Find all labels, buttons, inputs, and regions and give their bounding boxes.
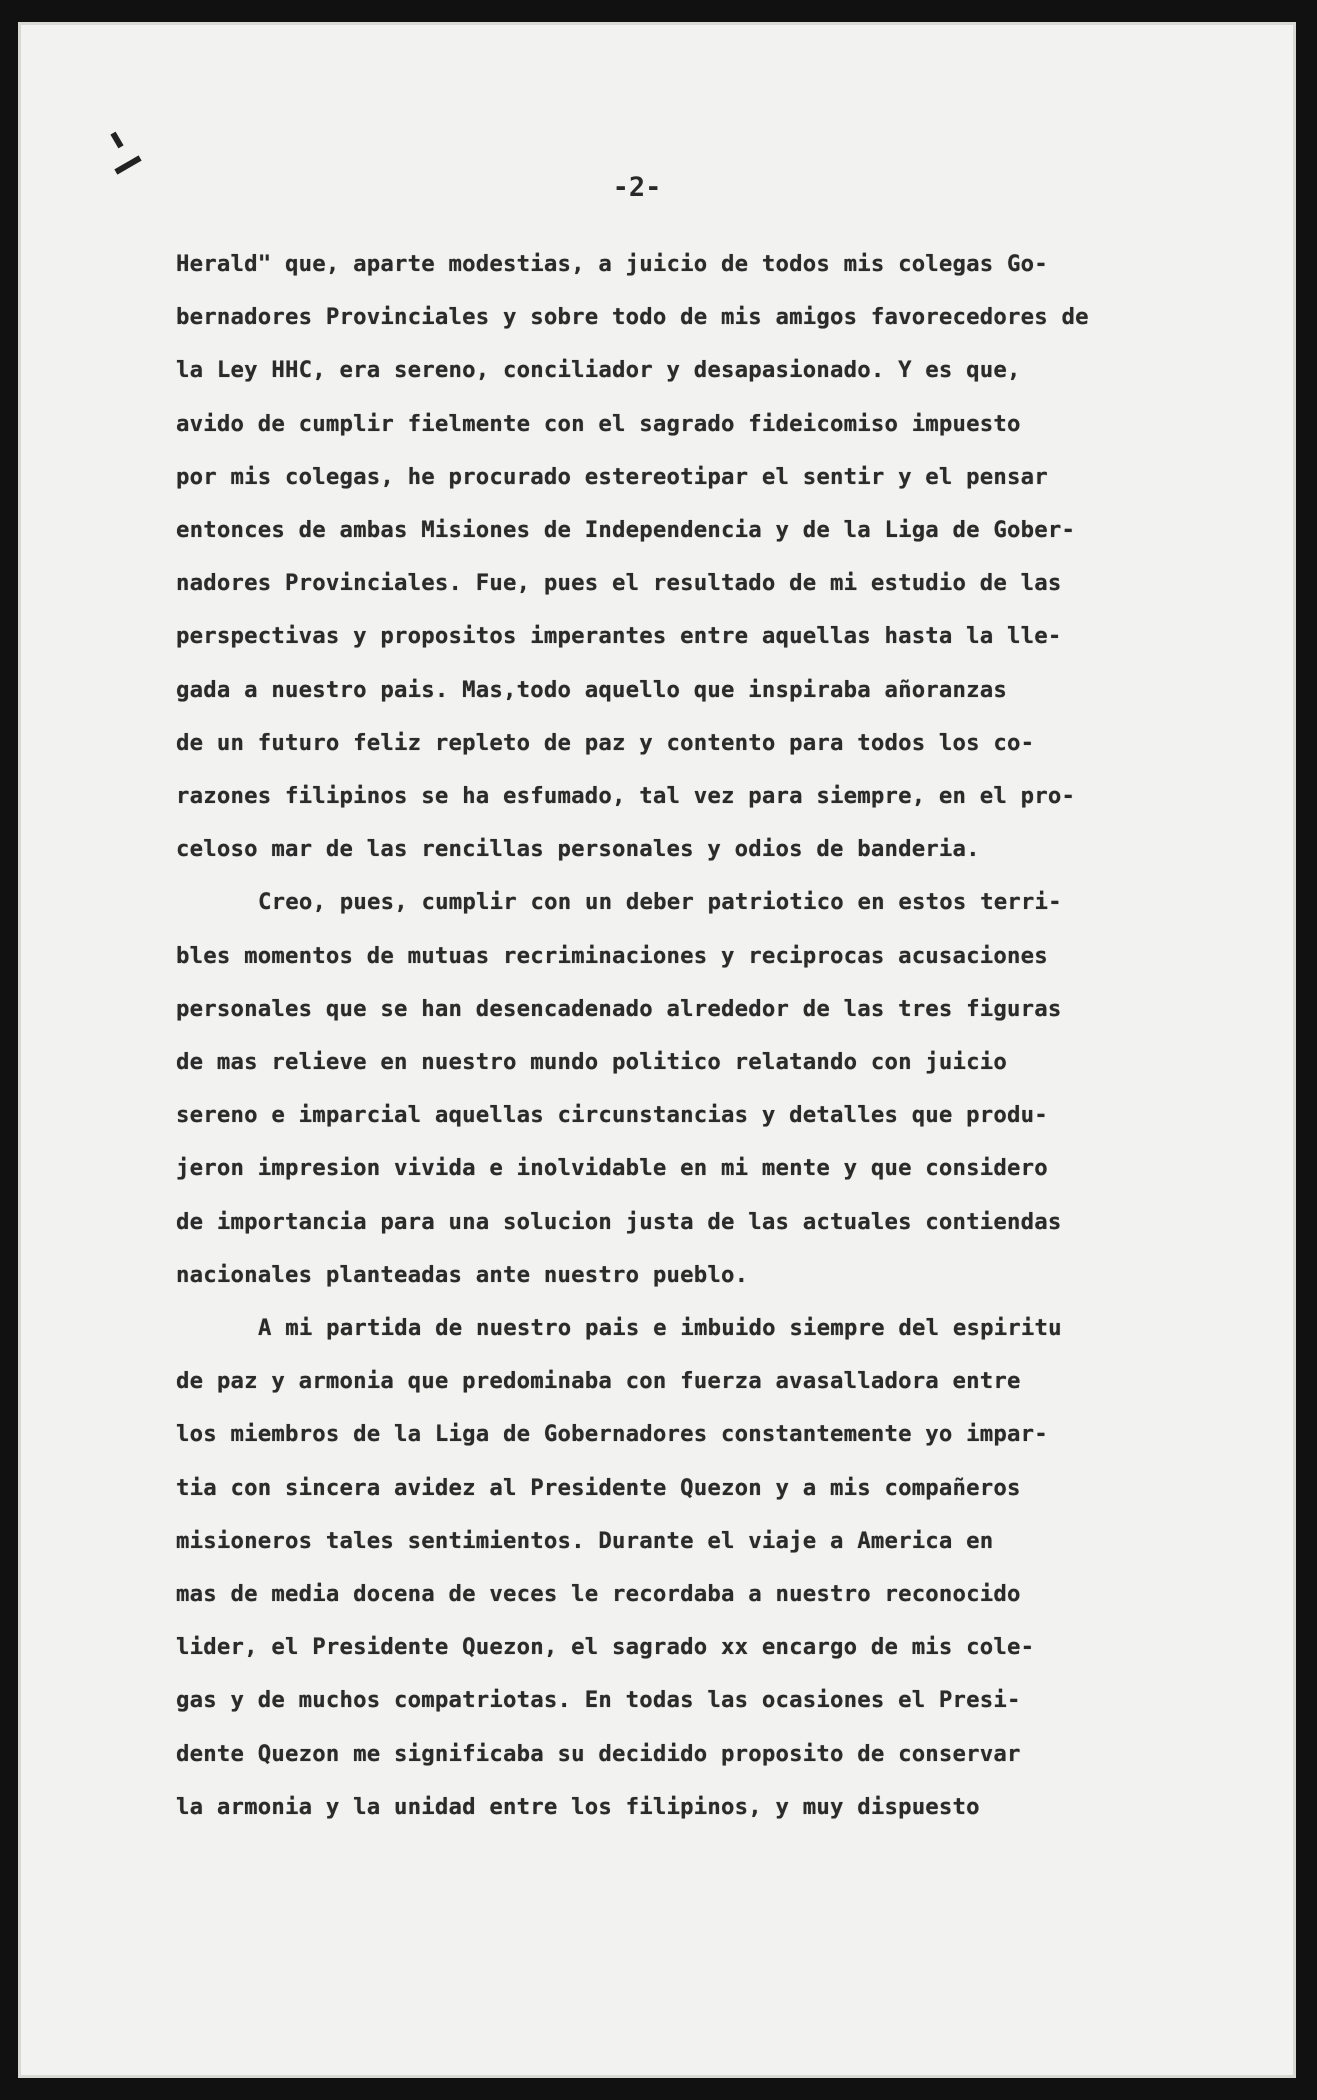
text-line: por mis colegas, he procurado estereotipar el sentir y el pensar (176, 463, 1048, 490)
text-line: nadores Provinciales. Fue, pues el resultado de mi estudio de las (176, 570, 1062, 597)
text-line: A mi partida de nuestro pais e imbuido siempre del espiritu (258, 1315, 1062, 1341)
text-line: de mas relieve en nuestro mundo politico relatando con juicio (176, 1049, 1008, 1075)
text-line: avido de cumplir fielmente con el sagrado fideicomiso impuesto (176, 410, 1021, 437)
text-line: mas de media docena de veces le recordaba a nuestro reconocido (176, 1581, 1021, 1607)
text-line: razones filipinos se ha esfumado, tal vez para siempre, en el pro- (176, 783, 1076, 809)
text-line: Herald" que, aparte modestias, a juicio de todos mis colegas Go- (176, 251, 1048, 277)
text-line: nacionales planteadas ante nuestro pueblo. (176, 1261, 749, 1288)
text-line: perspectivas y propositos imperantes entre aquellas hasta la lle- (176, 623, 1062, 650)
text-line: celoso mar de las rencillas personales y odios de banderia. (176, 836, 980, 863)
text-line: lider, el Presidente Quezon, el sagrado xx encargo de mis cole- (176, 1634, 1035, 1661)
document-page (18, 22, 1296, 2078)
text-line: misioneros tales sentimientos. Durante el viaje a America en (176, 1527, 994, 1554)
text-line: de paz y armonia que predominaba con fuerza avasalladora entre (176, 1368, 1021, 1395)
text-line: de un futuro feliz repleto de paz y contento para todos los co- (176, 729, 1035, 756)
text-line: personales que se han desencadenado alrededor de las tres figuras (176, 995, 1062, 1022)
text-line: bles momentos de mutuas recriminaciones y reciprocas acusaciones (176, 942, 1048, 969)
text-line: de importancia para una solucion justa de las actuales contiendas (176, 1208, 1062, 1235)
text-line: Creo, pues, cumplir con un deber patriotico en estos terri- (258, 889, 1062, 916)
page-number: -2- (612, 172, 662, 203)
text-line: jeron impresion vivida e inolvidable en mi mente y que considero (176, 1155, 1048, 1182)
text-line: los miembros de la Liga de Gobernadores constantemente yo impar- (176, 1421, 1048, 1448)
text-line: bernadores Provinciales y sobre todo de mis amigos favorecedores de (176, 304, 1089, 331)
text-line: entonces de ambas Misiones de Independencia y de la Liga de Gober- (176, 517, 1076, 543)
text-line: dente Quezon me significaba su decidido proposito de conservar (176, 1740, 1021, 1767)
text-line: gas y de muchos compatriotas. En todas las ocasiones el Presi- (176, 1687, 1021, 1714)
text-line: gada a nuestro pais. Mas,todo aquello que inspiraba añoranzas (176, 676, 1008, 703)
text-line: sereno e imparcial aquellas circunstancias y detalles que produ- (176, 1102, 1048, 1129)
text-line: la armonia y la unidad entre los filipinos, y muy dispuesto (176, 1793, 980, 1820)
text-line: tia con sincera avidez al Presidente Quezon y a mis compañeros (176, 1474, 1021, 1501)
text-line: la Ley HHC, era sereno, conciliador y desapasionado. Y es que, (176, 357, 1021, 384)
scan-mark (110, 132, 123, 149)
